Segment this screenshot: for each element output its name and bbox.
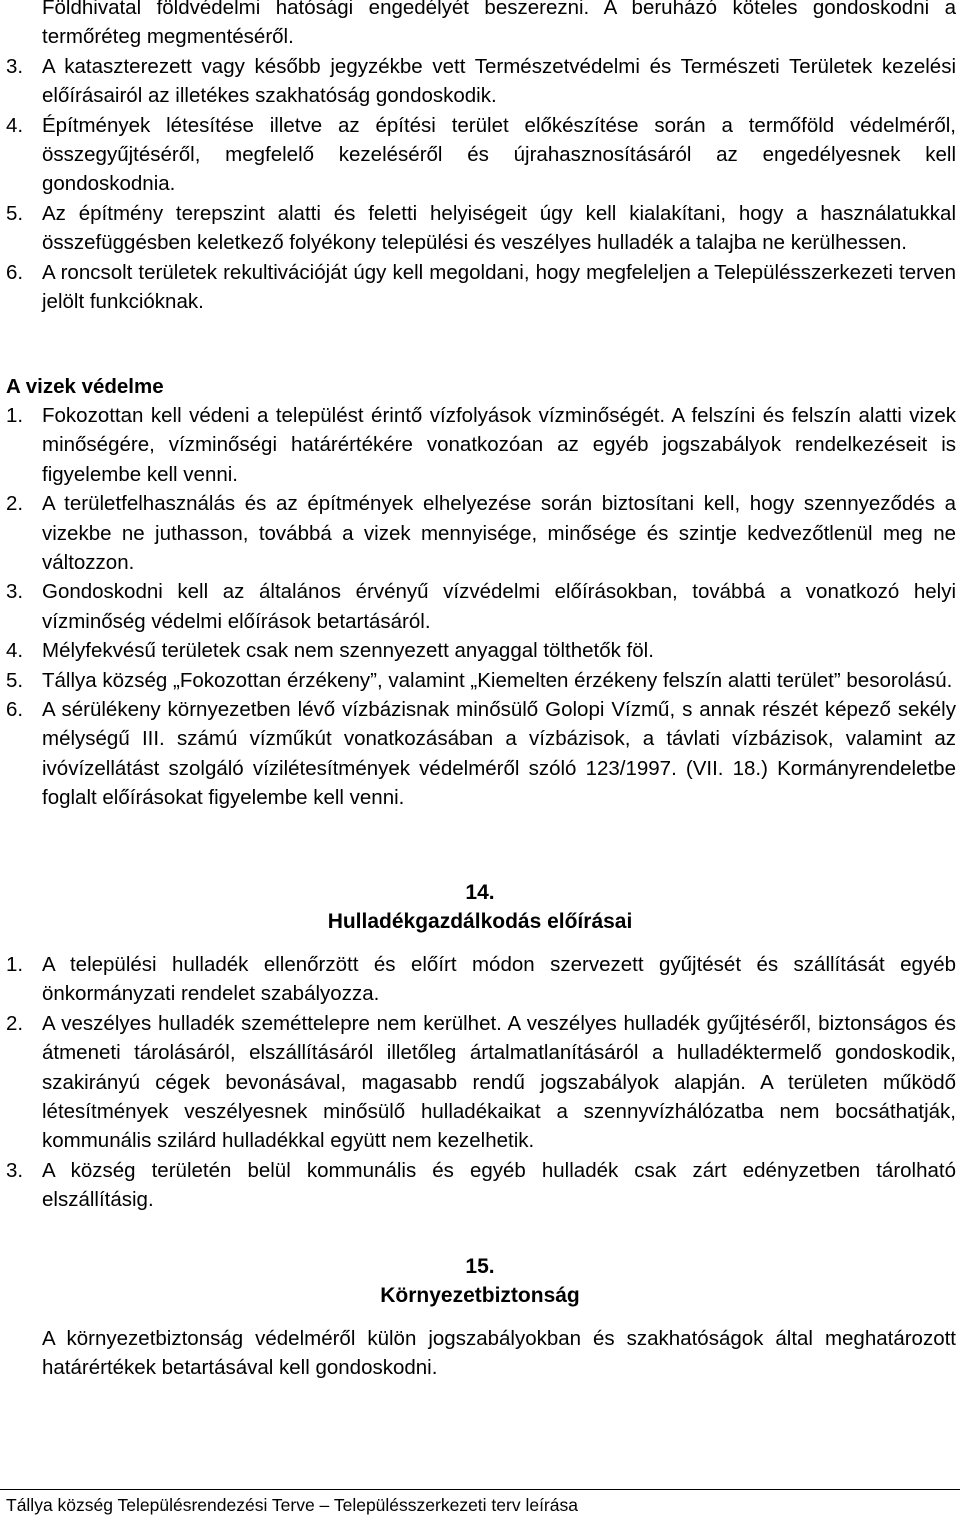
list-item-number: 3.	[6, 580, 24, 604]
water-list	[6, 401, 956, 813]
list-item-text: A község területén belül kommunális és egyéb hulladék csak zárt edényzetben tárolható elszállításig.	[42, 1158, 956, 1212]
list-item-number: 6.	[6, 698, 24, 722]
section-heading-water: A vizek védelme	[6, 375, 164, 398]
list-item-text: A területfelhasználás és az építmények elhelyezése során biztosítani kell, hogy szennyeződés a vizekbe ne juthasson, továbbá a vizek mennyisége, minősége és szintje kedvezőtlenül meg ne változzon.	[42, 492, 956, 575]
waste-list	[6, 950, 956, 1215]
list-item-number: 4.	[6, 113, 24, 137]
list-item-number: 2.	[6, 1011, 24, 1035]
list-item	[6, 950, 956, 1009]
list-item	[6, 258, 956, 317]
list-item-text: Fokozottan kell védeni a települést érintő vízfolyások vízminőségét. A felszíni és felszín alatti vizek minőségére, vízminőségi határértékére vonatkozóan az egyéb jogszabályok rendelkezéseit is figyelembe kell venni.	[42, 404, 956, 486]
section-title-14: Hulladékgazdálkodás előírásai	[327, 910, 633, 933]
intro-continuation	[6, 0, 956, 52]
intro-block	[6, 0, 956, 316]
list-item	[6, 695, 956, 813]
list-item-text: Mélyfekvésű területek csak nem szennyezett anyaggal tölthetők föl.	[42, 639, 654, 663]
list-item	[6, 489, 956, 577]
list-item-number: 5.	[6, 201, 24, 225]
list-item	[6, 199, 956, 258]
intro-continuation-text: Földhivatal földvédelmi hatósági engedélyét beszerezni. A beruházó köteles gondoskodni a termőréteg megmentéséről.	[42, 0, 956, 49]
list-item	[6, 52, 956, 111]
list-item	[6, 577, 956, 636]
list-item-number: 1.	[6, 953, 24, 976]
list-item	[6, 401, 956, 489]
list-item	[6, 111, 956, 199]
list-item-number: 3.	[6, 1158, 24, 1182]
list-item-text: Tállya község „Fokozottan érzékeny”, valamint „Kiemelten érzékeny felszín alatti terület” besorolású.	[42, 668, 953, 692]
page-footer: Tállya község Településrendezési Terve – Településszerkezeti terv leírása	[6, 1495, 578, 1515]
list-item	[6, 1156, 956, 1215]
list-item-text: Gondoskodni kell az általános érvényű vízvédelmi előírásokban, továbbá a vonatkozó helyi vízminőség védelmi előírások betartásáról.	[42, 580, 956, 633]
list-item-number: 3.	[6, 54, 24, 78]
section-title-15: Környezetbiztonság	[380, 1284, 580, 1307]
section-number-14: 14.	[465, 881, 495, 904]
section-number-15: 15.	[465, 1255, 495, 1278]
list-item-number: 5.	[6, 668, 24, 692]
list-item-text: A roncsolt területek rekultivációját úgy kell megoldani, hogy megfeleljen a Településszerkezeti terven jelölt funkcióknak.	[42, 260, 956, 314]
list-item-number: 6.	[6, 260, 24, 284]
list-item-text: Építmények létesítése illetve az építési terület előkészítése során a termőföld védelméről, összegyűjtéséről, megfelelő kezeléséről és újrahasznosításáról az engedélyesnek kell gondoskodnia.	[42, 113, 956, 196]
footer-divider	[0, 1489, 960, 1490]
list-item-text: A települési hulladék ellenőrzött és előírt módon szervezett gyűjtését és szállítását egyéb önkormányzati rendelet szabályozza.	[42, 953, 956, 1006]
list-item-text: A veszélyes hulladék szeméttelepre nem kerülhet. A veszélyes hulladék gyűjtéséről, biztonságos és átmeneti tárolásáról, elszállításáról illetőleg ártalmatlanításáról a hulladéktermelő gondoskodik, szakirányú cégek bevonásával, magasabb rendű jogszabályok alapján. A területen működő létesítmények veszélyesnek minősülő hulladékaikat a szennyvízhálózatba nem bocsáthatják, kommunális szilárd hulladékkal együtt nem kezelhetik.	[42, 1011, 956, 1153]
list-item-text: A kataszterezett vagy később jegyzékbe vett Természetvédelmi és Természeti Területek kezelési előírásairól az illetékes szakhatóság gondoskodik.	[42, 54, 956, 108]
list-item	[6, 636, 956, 665]
list-item-number: 2.	[6, 492, 24, 516]
list-item-text: A sérülékeny környezetben lévő vízbázisnak minősülő Golopi Vízmű, s annak részét képező sekély mélységű III. számú vízműkút vonatkozásában a vízbázisok, a távlati vízbázisok, valamint az ivóvízellátást szolgáló vízilétesítmények védelméről szóló 123/1997. (VII. 18.) Kormányrendeletbe foglalt előírásokat figyelembe kell venni.	[42, 698, 956, 810]
list-item-text: Az építmény terepszint alatti és feletti helyiségeit úgy kell kialakítani, hogy a használatukkal összefüggésben keletkező folyékony települési és veszélyes hulladék a talajba ne kerülhessen.	[42, 201, 956, 255]
section-15-paragraph: A környezetbiztonság védelméről külön jogszabályokban és szakhatóságok által meghatározott határértékek betartásával kell gondoskodni.	[42, 1327, 956, 1380]
list-item	[6, 1009, 956, 1156]
list-item	[6, 666, 956, 695]
list-item-number: 1.	[6, 404, 24, 427]
list-item-number: 4.	[6, 639, 24, 663]
